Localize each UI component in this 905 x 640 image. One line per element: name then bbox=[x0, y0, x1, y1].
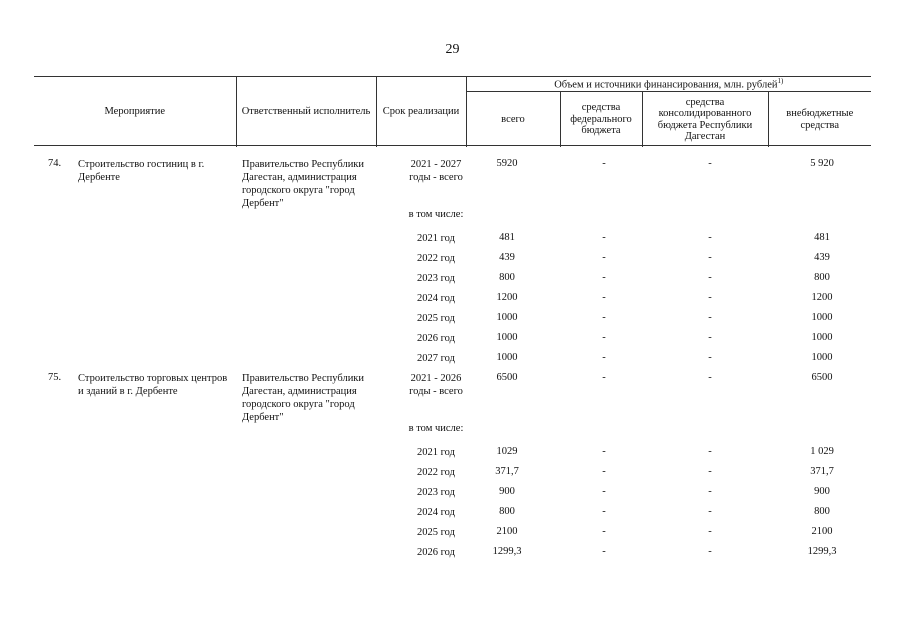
table-row bbox=[34, 546, 871, 566]
regional-cell: - bbox=[708, 272, 712, 283]
period-cell: 2021 - 2026 годы - всего bbox=[409, 373, 463, 397]
federal-cell: - bbox=[602, 486, 606, 497]
period-cell: 2023 год bbox=[417, 273, 455, 284]
header-financing: Объем и источники финансирования, млн. рублей$^{1)}$ bbox=[466, 76, 871, 92]
extra-cell: 2100 bbox=[811, 526, 833, 537]
federal-cell: - bbox=[602, 466, 606, 477]
total-cell: 1000 bbox=[496, 312, 518, 323]
including-label: в том числе: bbox=[408, 423, 464, 434]
federal-cell: - bbox=[602, 446, 606, 457]
federal-cell: - bbox=[602, 252, 606, 263]
regional-cell: - bbox=[708, 446, 712, 457]
period-cell: 2021 год bbox=[417, 233, 455, 244]
regional-cell: - bbox=[708, 352, 712, 363]
period-cell: 2022 год bbox=[417, 253, 455, 264]
regional-cell: - bbox=[708, 546, 712, 557]
table-row bbox=[34, 292, 871, 312]
period-cell: 2026 год bbox=[417, 333, 455, 344]
table-row bbox=[34, 332, 871, 352]
extra-cell: 5 920 bbox=[810, 158, 834, 169]
record-name: Строительство торговых центров и зданий в г. Дербенте bbox=[78, 373, 228, 397]
record-number: 75. bbox=[48, 372, 62, 383]
federal-cell: - bbox=[602, 352, 606, 363]
extra-cell: 1200 bbox=[811, 292, 833, 303]
extra-cell: 439 bbox=[814, 252, 830, 263]
total-cell: 1000 bbox=[496, 332, 518, 343]
table-row bbox=[34, 466, 871, 486]
period-cell: 2024 год bbox=[417, 293, 455, 304]
header-total: всего bbox=[466, 92, 560, 148]
record-responsible: Правительство Республики Дагестан, администрация городского округа "город Дербент" bbox=[242, 159, 365, 209]
period-cell: 2021 год bbox=[417, 447, 455, 458]
record-responsible: Правительство Республики Дагестан, администрация городского округа "город Дербент" bbox=[242, 373, 365, 423]
extra-cell: 6500 bbox=[811, 372, 833, 383]
total-cell: 439 bbox=[499, 252, 515, 263]
federal-cell: - bbox=[602, 158, 606, 169]
regional-cell: - bbox=[708, 506, 712, 517]
extra-cell: 900 bbox=[814, 486, 830, 497]
total-cell: 6500 bbox=[496, 372, 518, 383]
record bbox=[34, 158, 871, 372]
extra-cell: 1000 bbox=[811, 312, 833, 323]
record-name: Строительство гостиниц в г. Дербенте bbox=[78, 159, 205, 183]
header-bottom-rule bbox=[34, 145, 871, 146]
table-row bbox=[34, 446, 871, 466]
total-cell: 1299,3 bbox=[492, 546, 522, 557]
total-cell: 900 bbox=[499, 486, 515, 497]
table-row bbox=[34, 208, 871, 232]
table-row bbox=[34, 272, 871, 292]
extra-cell: 1 029 bbox=[810, 446, 834, 457]
header-regional: средства консолидированного бюджета Республики Дагестан bbox=[642, 92, 768, 148]
period-cell: 2023 год bbox=[417, 487, 455, 498]
table-row bbox=[34, 312, 871, 332]
federal-cell: - bbox=[602, 272, 606, 283]
table-row bbox=[34, 372, 871, 422]
extra-cell: 481 bbox=[814, 232, 830, 243]
total-cell: 2100 bbox=[496, 526, 518, 537]
period-cell: 2025 год bbox=[417, 313, 455, 324]
regional-cell: - bbox=[708, 486, 712, 497]
regional-cell: - bbox=[708, 466, 712, 477]
total-cell: 1000 bbox=[496, 352, 518, 363]
period-cell: 2026 год bbox=[417, 547, 455, 558]
federal-cell: - bbox=[602, 332, 606, 343]
record bbox=[34, 372, 871, 566]
record-number: 74. bbox=[48, 158, 62, 169]
federal-cell: - bbox=[602, 506, 606, 517]
table-row bbox=[34, 422, 871, 446]
total-cell: 800 bbox=[499, 506, 515, 517]
header-federal: средства федерального бюджета bbox=[560, 92, 642, 148]
period-cell: 2022 год bbox=[417, 467, 455, 478]
extra-cell: 371,7 bbox=[810, 466, 834, 477]
total-cell: 800 bbox=[499, 272, 515, 283]
total-cell: 1200 bbox=[496, 292, 518, 303]
regional-cell: - bbox=[708, 232, 712, 243]
page-number: 29 bbox=[445, 42, 460, 57]
period-cell: 2021 - 2027 годы - всего bbox=[409, 159, 463, 183]
regional-cell: - bbox=[708, 332, 712, 343]
table-row bbox=[34, 158, 871, 208]
header-responsible: Ответственный исполнитель bbox=[236, 76, 376, 147]
total-cell: 481 bbox=[499, 232, 515, 243]
header-period: Срок реализации bbox=[376, 76, 466, 147]
extra-cell: 800 bbox=[814, 506, 830, 517]
period-cell: 2027 год bbox=[417, 353, 455, 364]
federal-cell: - bbox=[602, 526, 606, 537]
period-cell: 2025 год bbox=[417, 527, 455, 538]
table-header bbox=[34, 76, 871, 147]
regional-cell: - bbox=[708, 372, 712, 383]
regional-cell: - bbox=[708, 158, 712, 169]
table-row bbox=[34, 486, 871, 506]
table-row bbox=[34, 252, 871, 272]
period-cell: 2024 год bbox=[417, 507, 455, 518]
extra-cell: 1000 bbox=[811, 352, 833, 363]
table-row bbox=[34, 352, 871, 372]
extra-cell: 1000 bbox=[811, 332, 833, 343]
total-cell: 1029 bbox=[496, 446, 518, 457]
total-cell: 5920 bbox=[496, 158, 518, 169]
federal-cell: - bbox=[602, 292, 606, 303]
federal-cell: - bbox=[602, 312, 606, 323]
regional-cell: - bbox=[708, 526, 712, 537]
table-row bbox=[34, 506, 871, 526]
table-body bbox=[34, 158, 871, 566]
table-row bbox=[34, 526, 871, 546]
federal-cell: - bbox=[602, 546, 606, 557]
regional-cell: - bbox=[708, 312, 712, 323]
total-cell: 371,7 bbox=[495, 466, 519, 477]
federal-cell: - bbox=[602, 232, 606, 243]
federal-cell: - bbox=[602, 372, 606, 383]
regional-cell: - bbox=[708, 252, 712, 263]
header-extra: внебюджетные средства bbox=[768, 92, 871, 148]
header-event: Мероприятие bbox=[104, 105, 166, 117]
table-row bbox=[34, 232, 871, 252]
extra-cell: 1299,3 bbox=[807, 546, 837, 557]
including-label: в том числе: bbox=[408, 209, 464, 220]
extra-cell: 800 bbox=[814, 272, 830, 283]
regional-cell: - bbox=[708, 292, 712, 303]
